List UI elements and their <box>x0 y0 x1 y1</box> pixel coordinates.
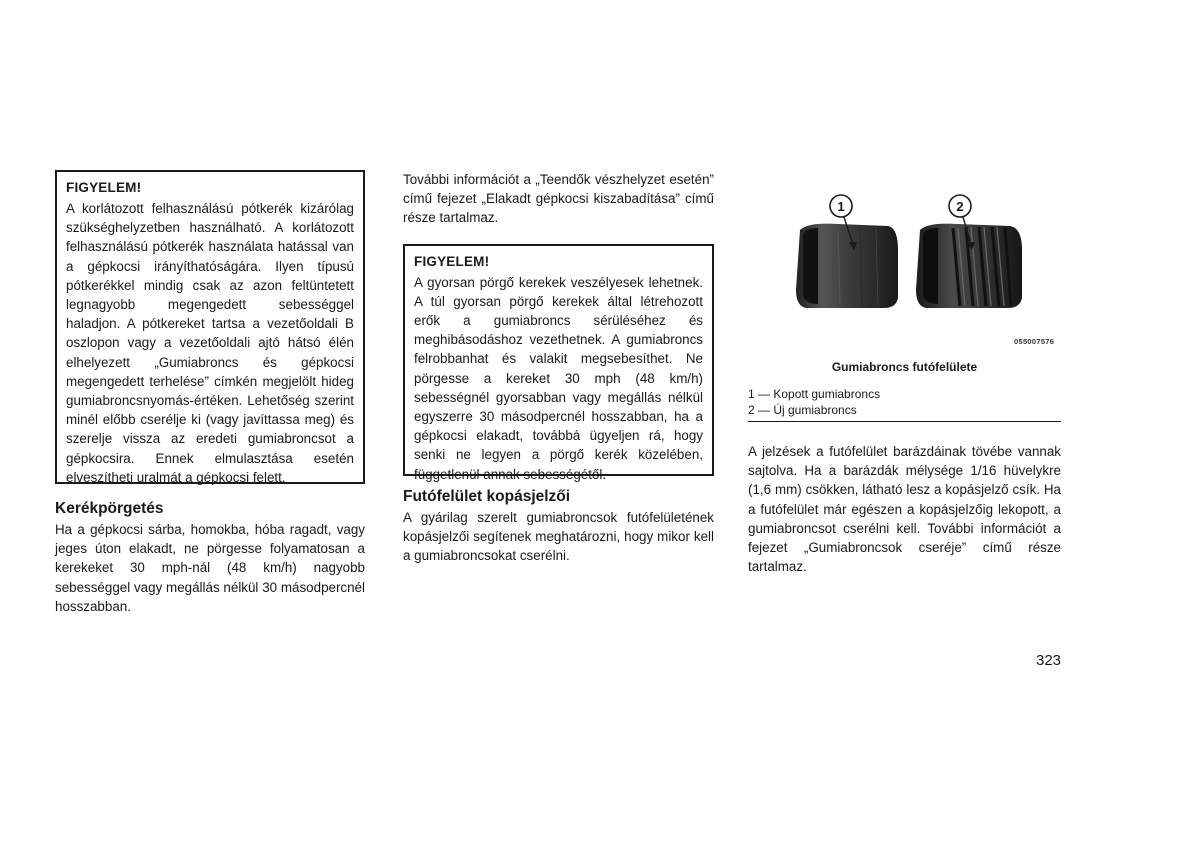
indicator-paragraph: A jelzések a futófelület barázdáinak tövébe vannak sajtolva. Ha a barázdák mélysége 1/16 hüvelykre (1,6 mm) csökken, látható lesz a kopásjelző csík. Ha a futófelület már egészen a kopásjelzőig lekopott, a gumiabroncsot cserélni kell. További információt a fejezet „Gumiabroncsok cseréje” című része tartalmaz. <box>748 444 1061 575</box>
tire-tread-figure <box>748 170 1061 350</box>
tire-illustration <box>748 170 1061 350</box>
page-number: 323 <box>1036 652 1062 669</box>
warning-title: FIGYELEM! <box>414 253 490 269</box>
left-column <box>55 170 365 616</box>
legend-item-worn: 1 — Kopott gumiabroncs <box>748 387 881 401</box>
section-heading-wheel-spin: Kerékpörgetés <box>55 500 164 517</box>
right-column <box>748 170 1061 576</box>
callout-1-label: 1 <box>837 199 845 214</box>
figure-code: 055007576 <box>1014 337 1055 346</box>
legend-item-new: 2 — Új gumiabroncs <box>748 403 857 417</box>
worn-tire <box>796 224 898 308</box>
figure-caption: Gumiabroncs futófelülete <box>831 360 978 374</box>
warning-text: A gyorsan pörgő kerekek veszélyesek lehetnek. A túl gyorsan pörgő kerekek által létrehozott erők a gumiabroncs sérüléséhez és meghibásodáshoz vezethetnek. A gumiabroncs felrobbanhat és valakit megsebesíthet. Ne pörgesse a kereket 30 mph (48 km/h) sebességnél gyorsabban vagy megállás nélkül egyszerre 30 másodpercnél hosszabban, ha a gépkocsi elakadt, továbbá ügyeljen rá, hogy senki ne legyen a pörgő kerék közelében, függetlenül annak sebességétől. <box>414 274 703 482</box>
warning-box-spinning-wheels <box>403 244 714 482</box>
warning-title: FIGYELEM! <box>66 180 142 195</box>
middle-column <box>403 170 714 565</box>
section-text-wheel-spin: Ha a gépkocsi sárba, homokba, hóba ragadt, vagy jeges úton elakadt, ne pörgesse folyamatosan a kerekeket 30 mph-nál (48 km/h) nagyobb sebességgel vagy megállás nélkül 30 másodpercnél hosszabban. <box>55 522 365 614</box>
figure-legend <box>748 386 1061 422</box>
section-text-tread-wear: A gyárilag szerelt gumiabroncsok futófelületének kopásjelzői segítenek meghatározni, hogy mikor kell a gumiabroncsokat cserélni. <box>403 509 714 564</box>
warning-text: A korlátozott felhasználású pótkerék kizárólag szükséghelyzetben használható. A korlátozott felhasználású pótkerék használata hatással van a gépkocsi irányíthatóságára. Ilyen típusú pótkerékkel mindig csak az azon feltüntetett legnagyobb megengedett sebességgel haladjon. A pótkereket tartsa a vezetőoldali B oszlopon vagy a vezetőoldali ajtó hátsó élén elhelyezett „Gumiabroncs és gépkocsi megengedett terhelése” címkén megjelölt hideg gumiabroncsnyomás-értéken. Lehetőség szerint minél előbb cserélje ki (vagy javíttassa meg) és szerelje vissza az eredeti gumiabroncsot a gépkocsira. Ennek elmulasztása esetén elveszítheti uralmát a gépkocsi felett. <box>66 201 354 485</box>
callout-2-label: 2 <box>956 199 964 214</box>
section-heading-tread-wear: Futófelület kopásjelzői <box>403 487 571 505</box>
intro-paragraph: További információt a „Teendők vészhelyzet esetén” című fejezet „Elakadt gépkocsi kiszabadítása” című része tartalmaz. <box>403 172 714 226</box>
warning-box-spare-tire <box>55 170 365 484</box>
